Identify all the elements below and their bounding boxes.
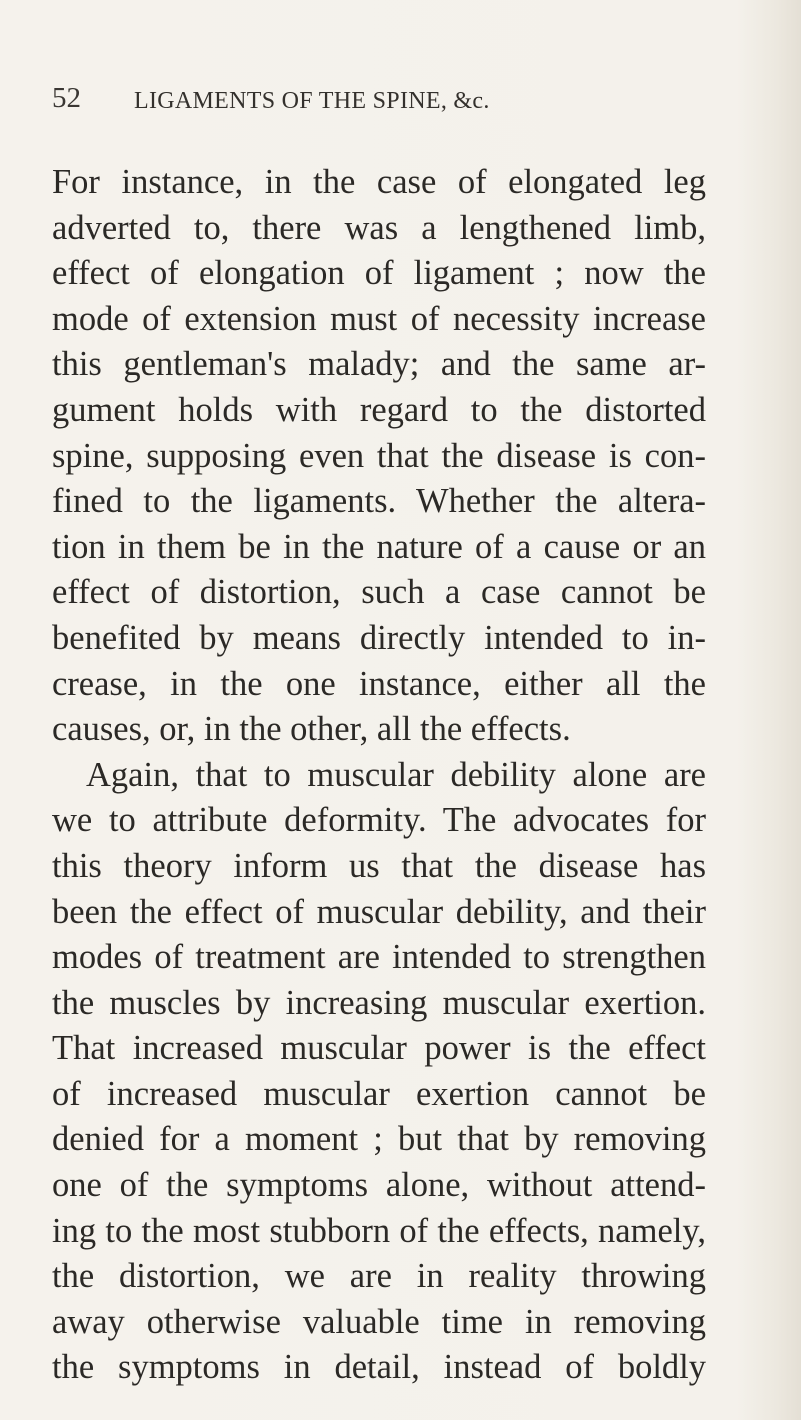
text-line: tion in them be in the nature of a cause or an — [52, 527, 706, 566]
text-line: mode of extension must of necessity increase — [52, 299, 706, 338]
text-line: That increased muscular power is the effect — [52, 1029, 706, 1068]
text-line: effect of elongation of ligament ; now the — [52, 254, 706, 293]
text-line: the muscles by increasing muscular exertion. — [52, 983, 706, 1022]
text-line: the distortion, we are in reality throwing — [52, 1257, 706, 1296]
text-line: adverted to, there was a lengthened limb, — [52, 208, 706, 247]
text-line: effect of distortion, such a case cannot be — [52, 573, 706, 612]
body-text — [52, 160, 706, 1391]
text-line: ing to the most stubborn of the effects, namely, — [52, 1211, 706, 1250]
text-line: Again, that to muscular debility alone are — [86, 755, 706, 794]
text-line: this gentleman's malady; and the same ar- — [52, 345, 706, 384]
text-line: fined to the ligaments. Whether the altera- — [52, 482, 706, 521]
text-line: gument holds with regard to the distorted — [52, 390, 706, 429]
text-line: For instance, in the case of elongated leg — [52, 163, 706, 201]
page-number: 52 — [52, 82, 81, 114]
text-line: the symptoms in detail, instead of boldly — [52, 1348, 706, 1387]
text-line: spine, supposing even that the disease is con- — [52, 436, 706, 475]
text-line: been the effect of muscular debility, and their — [52, 892, 706, 931]
text-line: crease, in the one instance, either all the — [52, 664, 706, 703]
text-line: benefited by means directly intended to in- — [52, 618, 706, 657]
page-header — [52, 82, 752, 122]
running-head: LIGAMENTS OF THE SPINE, &c. — [134, 88, 490, 114]
text-line: denied for a moment ; but that by removing — [52, 1120, 706, 1159]
text-line: this theory inform us that the disease has — [52, 846, 706, 885]
text-line: modes of treatment are intended to strengthen — [52, 938, 706, 977]
text-line: of increased muscular exertion cannot be — [52, 1074, 706, 1113]
text-line: one of the symptoms alone, without attend- — [52, 1166, 706, 1205]
text-line: away otherwise valuable time in removing — [52, 1302, 706, 1341]
text-line: we to attribute deformity. The advocates for — [52, 801, 706, 840]
text-line: causes, or, in the other, all the effects. — [52, 710, 571, 749]
